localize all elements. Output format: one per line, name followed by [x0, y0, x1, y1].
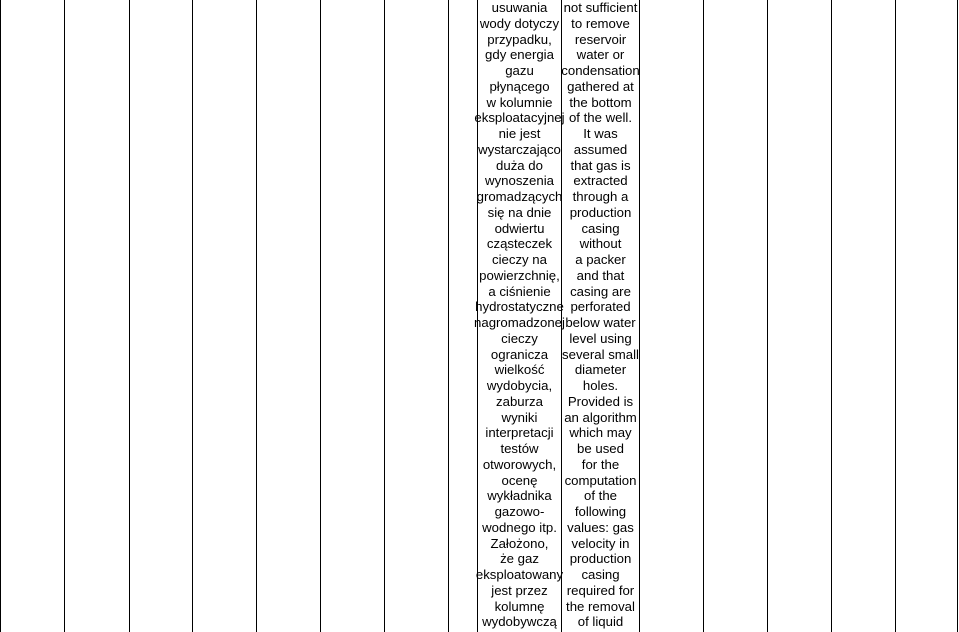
text-line: wielkość — [494, 362, 545, 378]
text-line: cząsteczek — [486, 236, 553, 252]
text-line: w kolumnie — [486, 94, 553, 110]
text-line: an algorithm — [564, 409, 637, 425]
text-line: gazowo- — [494, 504, 545, 519]
text-line: eksploatacyjnej — [474, 110, 565, 126]
text-line: diameter — [574, 362, 627, 378]
text-line: wynoszenia — [485, 173, 554, 189]
text-line: several small — [562, 346, 639, 362]
text-line: się na dnie — [487, 204, 552, 220]
text-line: water or — [576, 47, 625, 63]
text-line: cieczy — [501, 330, 538, 346]
text-line: below water — [565, 315, 636, 330]
text-line: of the — [584, 488, 617, 504]
column-divider — [703, 0, 704, 632]
english-text-cell — [562, 0, 639, 632]
text-line: without — [579, 236, 622, 252]
text-line: that gas is — [570, 157, 631, 173]
text-line: usuwania — [491, 0, 548, 15]
text-line: odwiertu — [494, 220, 545, 236]
text-line: the removal — [566, 598, 635, 614]
column-divider — [448, 0, 449, 632]
text-line: eksploatowany — [475, 567, 564, 582]
text-line: and that — [576, 267, 625, 283]
text-line: wystarczająco — [478, 141, 561, 157]
text-line: zaburza — [496, 393, 543, 409]
text-line: testów — [500, 441, 539, 456]
text-line: following — [574, 504, 627, 519]
text-line: production — [569, 551, 632, 567]
text-line: casing are — [570, 283, 631, 299]
text-line: condensation — [561, 63, 640, 78]
text-line: a ciśnienie — [488, 283, 551, 299]
text-line: przypadku, — [487, 31, 552, 47]
polish-text-cell — [474, 0, 565, 632]
text-line: interpretacji — [485, 425, 554, 441]
text-line: of liquid — [577, 614, 624, 630]
text-line: level using — [569, 330, 632, 346]
column-divider — [64, 0, 65, 632]
text-line: It was — [583, 126, 618, 141]
text-line: nie jest — [498, 126, 541, 141]
text-line: Założono, — [490, 535, 549, 551]
text-line: Provided is — [567, 393, 634, 409]
text-line: wodnego itp. — [482, 519, 557, 535]
text-line: wydobycia, — [486, 378, 553, 393]
text-line: assumed — [573, 141, 628, 157]
column-divider — [192, 0, 193, 632]
text-line: a packer — [575, 252, 626, 267]
text-line: gdy energia — [485, 47, 554, 63]
text-line: through a — [572, 189, 629, 204]
text-line: cieczy na — [492, 252, 547, 267]
text-line: wody dotyczy — [479, 15, 560, 31]
text-line: gathered at — [567, 78, 634, 94]
column-divider — [957, 0, 958, 632]
text-line: production — [569, 204, 632, 220]
text-line: of the well. — [568, 110, 633, 126]
text-line: the bottom — [569, 94, 632, 110]
text-line: required for — [566, 582, 635, 598]
text-line: reservoir — [574, 31, 627, 47]
text-line: be used — [577, 441, 624, 456]
text-line: hydrostatyczne — [475, 299, 564, 315]
text-line: computation — [564, 472, 637, 488]
text-line: powierzchnię, — [479, 267, 560, 283]
text-line: extracted — [573, 173, 628, 189]
text-line: to remove — [571, 15, 630, 31]
column-divider — [256, 0, 257, 632]
text-line: płynącego — [489, 78, 550, 94]
text-line: ogranicza — [490, 346, 549, 362]
text-line: wykładnika — [487, 488, 552, 504]
text-line: duża do — [496, 157, 543, 173]
text-line: wyniki — [501, 409, 538, 425]
column-divider — [767, 0, 768, 632]
text-line: casing — [581, 567, 620, 582]
text-line: perforated — [570, 299, 631, 315]
column-divider — [320, 0, 321, 632]
text-line: which may — [569, 425, 632, 441]
text-line: nagromadzonej — [474, 315, 565, 330]
column-divider — [831, 0, 832, 632]
text-line: kolumnę — [494, 598, 545, 614]
text-line: otworowych, — [482, 456, 557, 472]
text-line: velocity in — [571, 535, 630, 551]
text-line: że gaz — [500, 551, 539, 567]
text-line: holes. — [582, 378, 619, 393]
column-divider — [384, 0, 385, 632]
column-divider — [129, 0, 130, 632]
column-divider — [0, 0, 1, 632]
text-line: casing — [581, 220, 620, 236]
text-line: not sufficient — [563, 0, 638, 15]
text-line: values: gas — [567, 519, 634, 535]
column-divider — [895, 0, 896, 632]
text-line: gromadzących — [476, 189, 563, 204]
text-line: gazu — [505, 63, 534, 78]
text-line: for the — [581, 456, 620, 472]
text-line: wydobywczą — [482, 614, 557, 630]
text-line: ocenę — [501, 472, 538, 488]
text-line: jest przez — [491, 582, 548, 598]
